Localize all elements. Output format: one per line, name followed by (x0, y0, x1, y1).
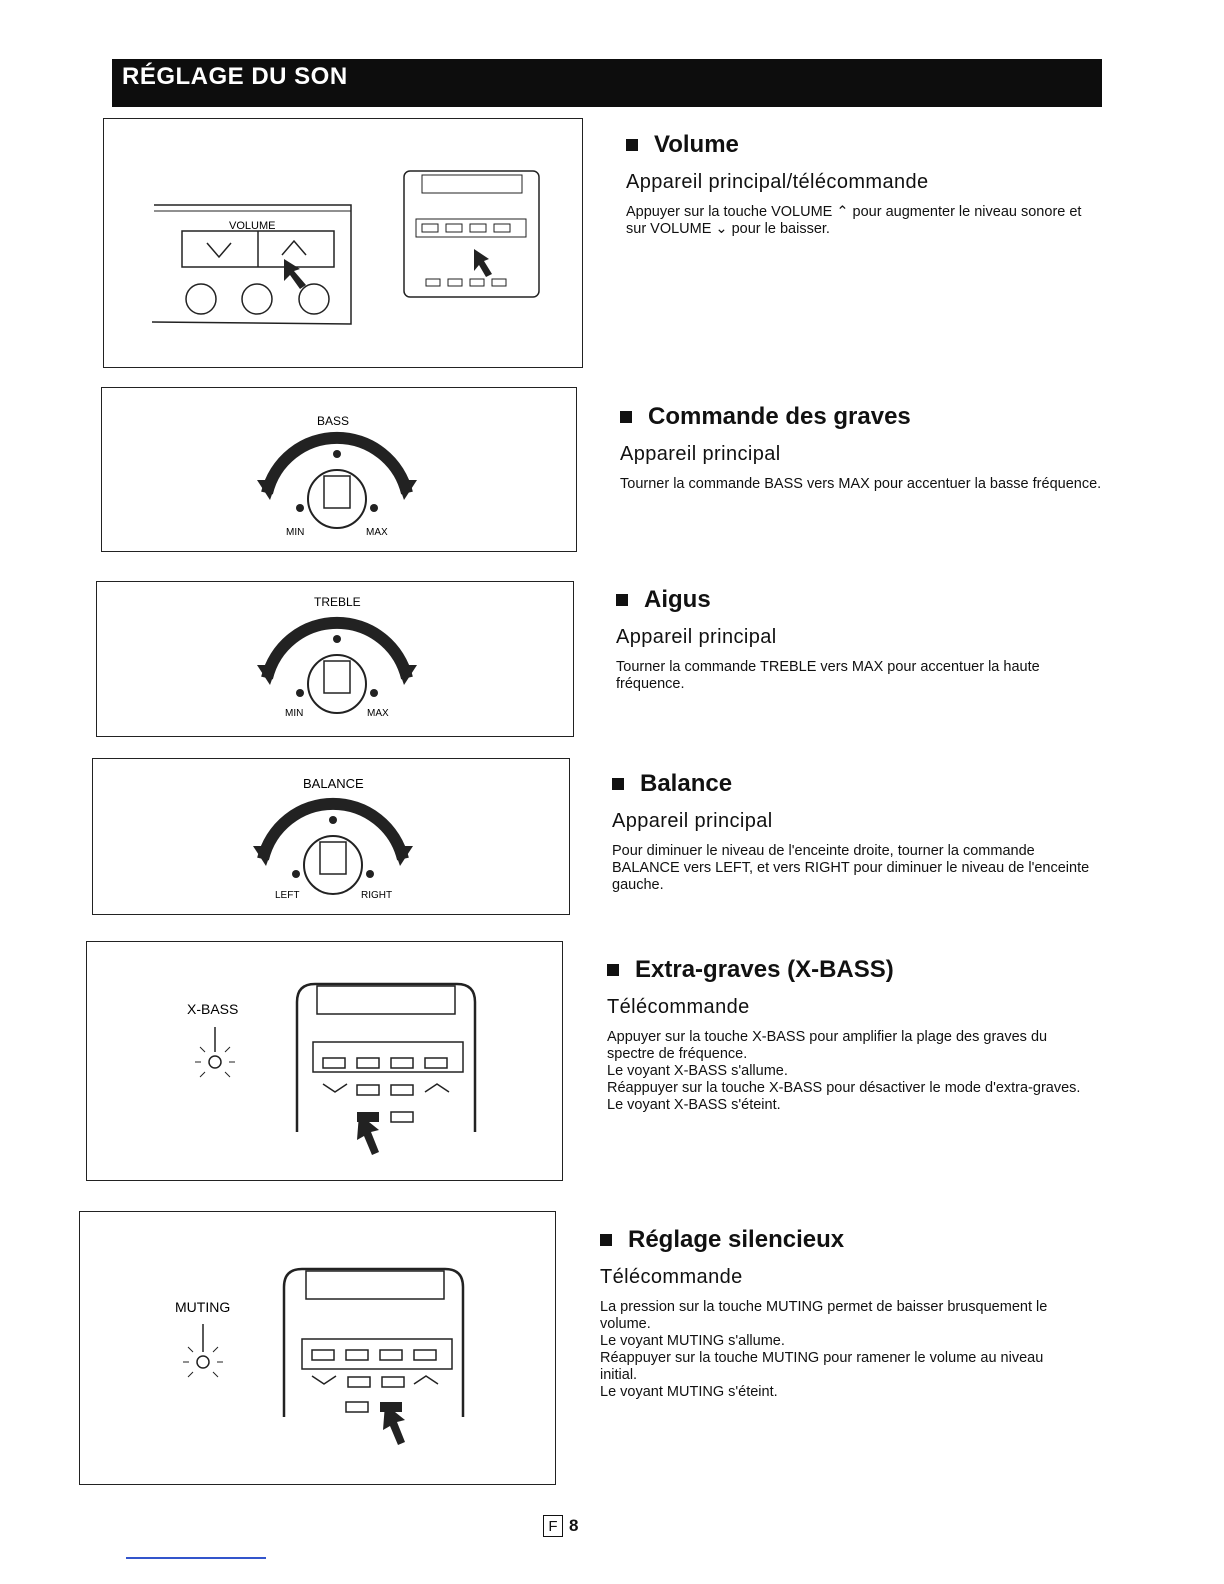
balance-left-label: LEFT (275, 890, 300, 901)
section-balance (612, 770, 1096, 894)
balance-knob-illustration (93, 759, 569, 914)
treble-min-label: MIN (285, 708, 304, 719)
muting-remote-illustration (80, 1212, 555, 1484)
section-line: Le voyant X-BASS s'allume. (607, 1063, 788, 1079)
section-subtitle: Appareil principal (612, 810, 773, 832)
section-body: Tourner la commande BASS vers MAX pour accentuer la basse fréquence. (620, 476, 1102, 492)
section-line: Le voyant MUTING s'allume. (600, 1333, 785, 1349)
section-body: Tourner la commande TREBLE vers MAX pour accentuer la haute fréquence. (616, 659, 1040, 692)
section-body: Appuyer sur la touche VOLUME ⌃ pour augmenter le niveau sonore et sur VOLUME ⌄ pour le baisser. (626, 204, 1082, 237)
section-header (112, 59, 1102, 107)
section-volume (626, 131, 1104, 238)
section-xbass (607, 956, 1093, 1114)
pointer-arrow-icon (284, 259, 306, 289)
page-title: RÉGLAGE DU SON (122, 63, 348, 90)
section-line: La pression sur la touche MUTING permet de baisser brusquement le volume. (600, 1299, 1048, 1332)
figure-muting (79, 1211, 556, 1485)
section-muting (600, 1226, 1084, 1401)
section-bass (620, 403, 1102, 493)
volume-illustration (104, 119, 582, 367)
bass-max-label: MAX (366, 527, 388, 538)
figure-bass (101, 387, 577, 552)
section-title: Balance (612, 770, 1096, 798)
section-title: Volume (626, 131, 1104, 159)
bass-min-label: MIN (286, 527, 305, 538)
section-treble (616, 586, 1096, 693)
language-badge: F (543, 1515, 563, 1537)
section-subtitle: Télécommande (607, 996, 750, 1018)
treble-max-label: MAX (367, 708, 389, 719)
section-title: Réglage silencieux (600, 1226, 1084, 1254)
section-line: Appuyer sur la touche X-BASS pour amplifier la plage des graves du spectre de fréquence. (607, 1029, 1048, 1062)
section-line: Réappuyer sur la touche MUTING pour ramener le volume au niveau initial. (600, 1350, 1044, 1383)
figure-volume (103, 118, 583, 368)
section-title: Extra-graves (X-BASS) (607, 956, 1093, 984)
bass-knob-illustration (102, 388, 576, 551)
section-body: Pour diminuer le niveau de l'enceinte droite, tourner la commande BALANCE vers LEFT, et vers RIGHT pour diminuer le niveau de l'enceinte gauche. (612, 843, 1090, 893)
bass-label: BASS (317, 414, 350, 428)
treble-knob-illustration (97, 582, 573, 736)
section-subtitle: Appareil principal (616, 626, 777, 648)
section-subtitle: Appareil principal/télécommande (626, 171, 929, 193)
section-line: Réappuyer sur la touche X-BASS pour désactiver le mode d'extra-graves. (607, 1080, 1081, 1096)
section-line: Le voyant X-BASS s'éteint. (607, 1097, 781, 1113)
section-title: Aigus (616, 586, 1096, 614)
figure-treble (96, 581, 574, 737)
balance-right-label: RIGHT (361, 890, 393, 901)
page-number: 8 (569, 1516, 579, 1535)
balance-label: BALANCE (303, 776, 364, 791)
page-footer (543, 1515, 578, 1537)
xbass-indicator-label: X-BASS (187, 1001, 239, 1017)
bottom-rule (126, 1557, 266, 1559)
section-title: Commande des graves (620, 403, 1102, 431)
volume-up-icon (282, 241, 306, 255)
figure-balance (92, 758, 570, 915)
treble-label: TREBLE (314, 595, 361, 609)
section-line: Le voyant MUTING s'éteint. (600, 1384, 778, 1400)
section-subtitle: Télécommande (600, 1266, 743, 1288)
volume-label: VOLUME (229, 220, 276, 232)
xbass-remote-illustration (87, 942, 562, 1180)
volume-down-icon (207, 243, 231, 257)
figure-xbass (86, 941, 563, 1181)
muting-indicator-label: MUTING (175, 1299, 231, 1315)
section-subtitle: Appareil principal (620, 443, 781, 465)
